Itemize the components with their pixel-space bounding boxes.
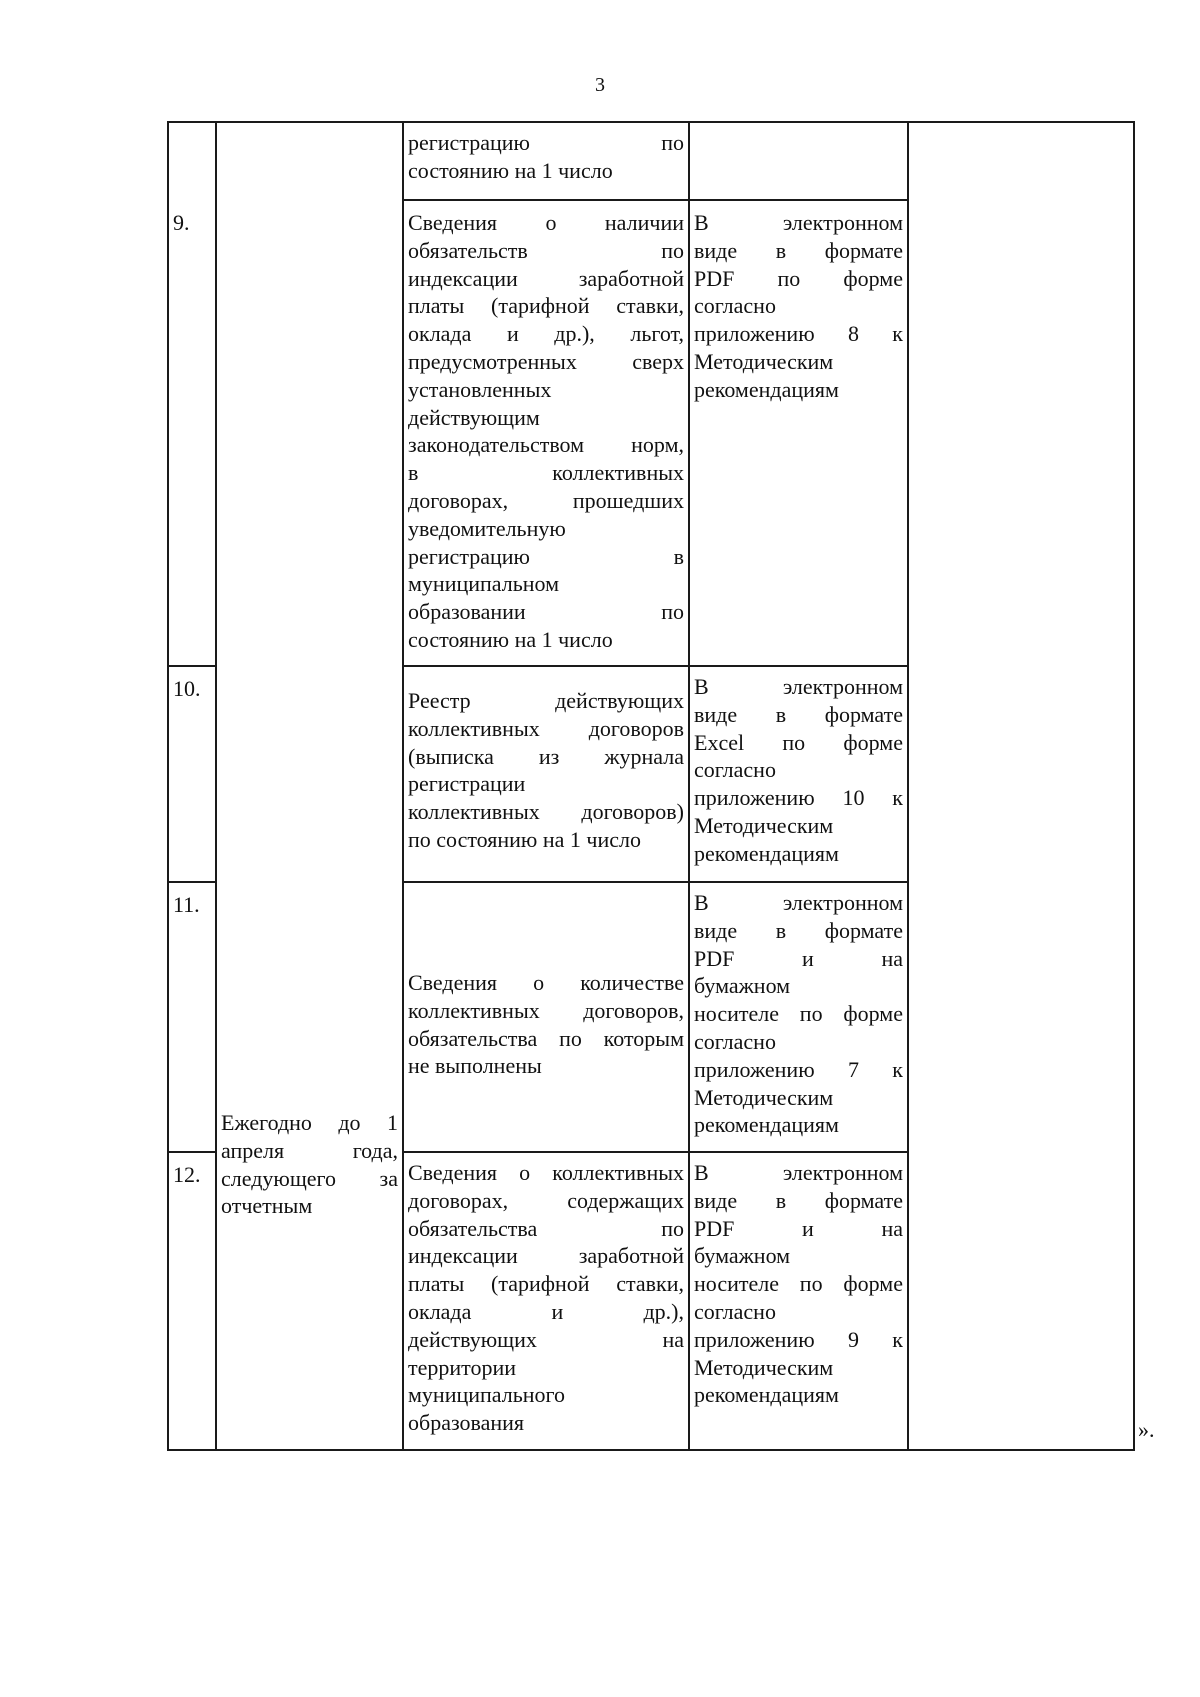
period-line: следующего за xyxy=(221,1165,398,1191)
format-line: В электронном xyxy=(694,890,903,915)
desc-line: индексации заработной xyxy=(408,265,684,291)
period-line: Ежегодно до 1 xyxy=(221,1110,398,1135)
column-divider xyxy=(402,121,404,1451)
format-line: рекомендациям xyxy=(694,376,839,402)
desc-line: образовании по xyxy=(408,599,684,625)
format-line: виде в формате xyxy=(694,237,903,263)
format-line: согласно xyxy=(694,1028,776,1054)
row-separator xyxy=(167,665,215,667)
desc-line: регистрацию по xyxy=(408,130,684,155)
closing-quote: ». xyxy=(1138,1417,1155,1442)
table-border-right xyxy=(1133,121,1135,1451)
format-line: виде в формате xyxy=(694,701,903,727)
desc-line: обязательств по xyxy=(408,237,684,263)
format-line: рекомендациям xyxy=(694,840,839,866)
format-line: Методическим xyxy=(694,348,834,374)
row-separator xyxy=(402,1151,907,1153)
format-line: PDF и на xyxy=(694,1215,903,1241)
desc-line: договорах, прошедших xyxy=(408,487,684,513)
row-separator xyxy=(167,1151,215,1153)
column-divider xyxy=(688,121,690,1451)
format-line: В электронном xyxy=(694,1160,903,1185)
format-line: приложению 10 к xyxy=(694,785,903,811)
format-line: рекомендациям xyxy=(694,1112,839,1138)
desc-line: (выписка из журнала xyxy=(408,743,684,769)
row-number: 9. xyxy=(173,210,190,235)
desc-line: платы (тарифной ставки, xyxy=(408,1271,684,1297)
desc-line: образования xyxy=(408,1410,525,1436)
format-line: Методическим xyxy=(694,1084,834,1110)
column-divider xyxy=(907,121,909,1451)
format-line: согласно xyxy=(694,757,776,783)
desc-line: обязательства по которым xyxy=(408,1025,684,1051)
row-11-format xyxy=(694,889,903,1139)
format-line: рекомендациям xyxy=(694,1382,839,1408)
format-line: В электронном xyxy=(694,210,903,235)
period-line: апреля года, xyxy=(221,1137,398,1163)
format-line: Методическим xyxy=(694,1354,834,1380)
row-number: 10. xyxy=(173,676,201,701)
desc-line: Сведения о коллективных xyxy=(408,1160,684,1185)
desc-line: муниципального xyxy=(408,1382,566,1408)
format-line: согласно xyxy=(694,1298,776,1324)
format-line: бумажном xyxy=(694,1243,791,1269)
format-line: приложению 7 к xyxy=(694,1056,903,1082)
desc-line: оклада и др.), льгот, xyxy=(408,321,684,347)
column-divider xyxy=(215,121,217,1451)
desc-line: муниципальном xyxy=(408,571,560,597)
desc-line: Реестр действующих xyxy=(408,688,684,713)
format-line: виде в формате xyxy=(694,1187,903,1213)
desc-line: регистрацию в xyxy=(408,543,684,569)
format-line: носителе по форме xyxy=(694,1271,903,1297)
format-line: приложению 9 к xyxy=(694,1326,903,1352)
format-line: Методическим xyxy=(694,812,834,838)
reporting-table xyxy=(167,121,1135,1451)
desc-line: по состоянию на 1 число xyxy=(408,826,641,852)
desc-line: действующих на xyxy=(408,1326,684,1352)
desc-line: обязательства по xyxy=(408,1215,684,1241)
desc-line: законодательством норм, xyxy=(408,432,684,458)
desc-line: Сведения о количестве xyxy=(408,970,684,995)
desc-line: коллективных договоров, xyxy=(408,997,684,1023)
page-number: 3 xyxy=(595,74,605,96)
desc-line: территории xyxy=(408,1354,517,1380)
desc-line: договорах, содержащих xyxy=(408,1187,684,1213)
row-separator xyxy=(167,881,215,883)
reporting-period xyxy=(221,1109,398,1220)
desc-line: Сведения о наличии xyxy=(408,210,684,235)
row-10-format xyxy=(694,673,903,868)
row-separator xyxy=(402,881,907,883)
format-line: Excel по форме xyxy=(694,729,903,755)
period-line: отчетным xyxy=(221,1193,313,1219)
row-separator xyxy=(402,199,907,201)
desc-line: оклада и др.), xyxy=(408,1298,684,1324)
row-9-format xyxy=(694,209,903,404)
format-line: PDF по форме xyxy=(694,265,903,291)
row-0-description xyxy=(408,129,684,185)
table-border-bottom xyxy=(167,1449,1135,1451)
desc-line: не выполнены xyxy=(408,1053,542,1079)
row-10-description xyxy=(408,687,684,854)
row-separator xyxy=(402,665,907,667)
row-number: 12. xyxy=(173,1162,201,1187)
row-9-description xyxy=(408,209,684,654)
desc-line: индексации заработной xyxy=(408,1243,684,1269)
desc-line: действующим xyxy=(408,404,540,430)
format-line: приложению 8 к xyxy=(694,321,903,347)
format-line: бумажном xyxy=(694,973,791,999)
format-line: носителе по форме xyxy=(694,1001,903,1027)
desc-line: коллективных договоров) xyxy=(408,799,684,825)
desc-line: регистрации xyxy=(408,771,526,797)
row-11-description xyxy=(408,969,684,1080)
desc-line: в коллективных xyxy=(408,460,684,486)
desc-line: коллективных договоров xyxy=(408,715,684,741)
desc-line: установленных xyxy=(408,376,552,402)
desc-line: уведомительную xyxy=(408,515,566,541)
table-border-top xyxy=(167,121,1135,123)
desc-line: предусмотренных сверх xyxy=(408,348,684,374)
desc-line: состоянию на 1 число xyxy=(408,157,613,183)
table-border-left xyxy=(167,121,169,1451)
desc-line: платы (тарифной ставки, xyxy=(408,293,684,319)
format-line: PDF и на xyxy=(694,945,903,971)
desc-line: состоянию на 1 число xyxy=(408,626,613,652)
format-line: виде в формате xyxy=(694,917,903,943)
format-line: согласно xyxy=(694,293,776,319)
row-12-format xyxy=(694,1159,903,1409)
format-line: В электронном xyxy=(694,674,903,699)
row-12-description xyxy=(408,1159,684,1437)
row-number: 11. xyxy=(173,892,200,917)
